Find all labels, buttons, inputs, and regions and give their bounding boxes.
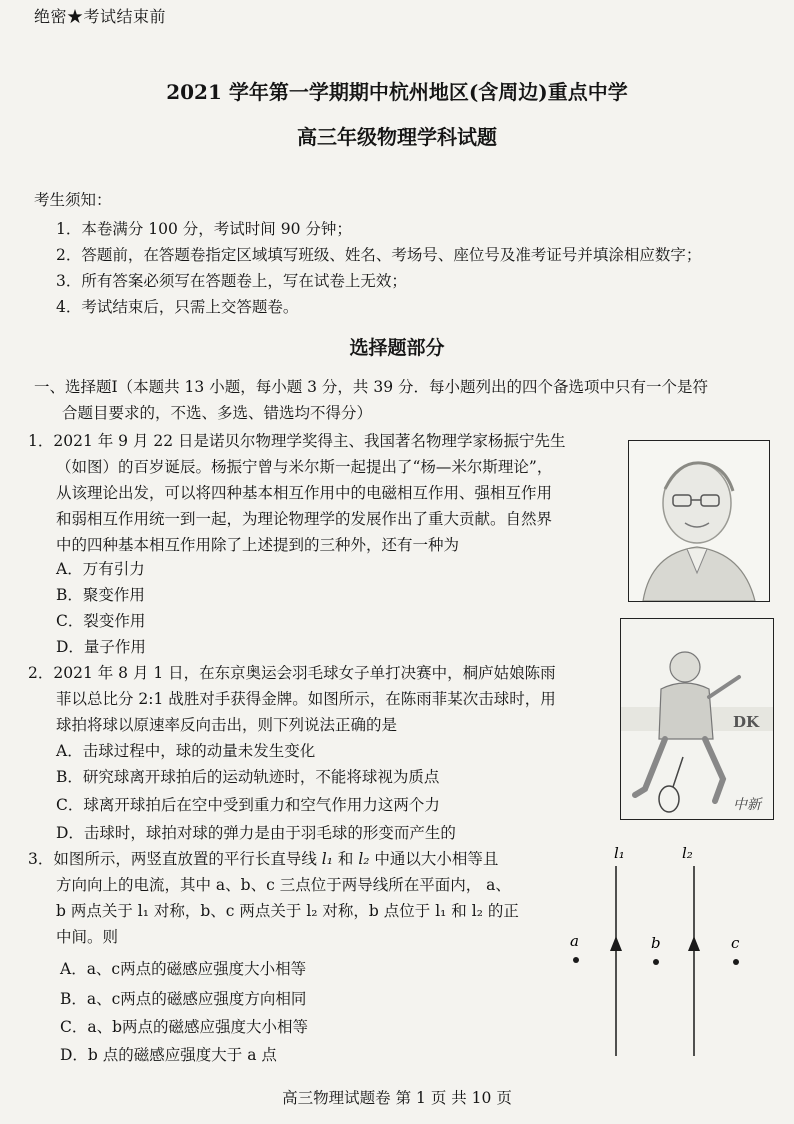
q3-stem: [28, 847, 498, 869]
wire-l1-label: l₁: [321, 850, 333, 868]
notice-item: 2．答题前，在答题卷指定区域填写班级、姓名、考场号、座位号及准考证号并填涂相应数字；: [56, 246, 702, 264]
part-instructions: 一、选择题Ⅰ（本题共 13 小题，每小题 3 分，共 39 分．每小题列出的四个备选项中只有一个是符: [34, 378, 708, 396]
current-arrow-up-icon: [610, 936, 622, 951]
figure-wire-l2-label: l₂: [682, 844, 693, 862]
q1-stem: 1．2021 年 9 月 22 日是诺贝尔物理学奖得主、我国著名物理学家杨振宁先生: [28, 432, 566, 450]
q2-option-c: C．球离开球拍后在空中受到重力和空气作用力这两个力: [56, 796, 440, 814]
q1-stem: （如图）的百岁诞辰。杨振宁曾与米尔斯一起提出了“杨—米尔斯理论”，: [56, 458, 553, 476]
point-b-label: b: [651, 934, 661, 952]
point-b: [653, 959, 659, 965]
figure-wire-l1-label: l₁: [614, 844, 625, 862]
q1-option-b: B．聚变作用: [56, 586, 145, 604]
current-arrow-up-icon: [688, 936, 700, 951]
q1-option-a: A．万有引力: [56, 560, 145, 578]
q1-stem: 中的四种基本相互作用除了上述提到的三种外，还有一种为: [56, 536, 460, 554]
q2-option-a: A．击球过程中，球的动量未发生变化: [56, 742, 316, 760]
svg-text:DK: DK: [733, 713, 760, 731]
q3-stem-part: 中通以大小相等且: [369, 850, 499, 868]
q1-stem: 从该理论出发，可以将四种基本相互作用中的电磁相互作用、强相互作用: [56, 484, 553, 502]
q3-stem: 方向向上的电流，其中 a、b、c 三点位于两导线所在平面内， a、: [56, 876, 511, 894]
q2-stem: 球拍将球以原速率反向击出，则下列说法正确的是: [56, 716, 398, 734]
q3-stem: 中间。则: [56, 928, 119, 946]
exam-subtitle: 高三年级物理学科试题: [297, 125, 497, 149]
portrait-photo: [628, 440, 770, 602]
q1-option-d: D．量子作用: [56, 638, 146, 656]
point-a: [573, 957, 579, 963]
notice-item: 3．所有答案必须写在答题卷上，写在试卷上无效；: [56, 272, 407, 290]
q2-option-d: D．击球时，球拍对球的弹力是由于羽毛球的形变而产生的: [56, 824, 456, 842]
q3-stem-part: 和: [332, 850, 359, 868]
portrait-illustration: [629, 441, 769, 601]
point-a-label: a: [570, 932, 579, 950]
point-c-label: c: [731, 934, 740, 952]
q3-stem: b 两点关于 l₁ 对称，b、c 两点关于 l₂ 对称，b 点位于 l₁ 和 l₂ 的正: [56, 902, 519, 920]
q3-option-a: A．a、c两点的磁感应强度大小相等: [60, 960, 307, 978]
q2-stem: 菲以总比分 2:1 战胜对手获得金牌。如图所示，在陈雨菲某次击球时，用: [56, 690, 556, 708]
q3-option-b: B．a、c两点的磁感应强度方向相同: [60, 990, 307, 1008]
q1-stem: 和弱相互作用统一到一起，为理论物理学的发展作出了重大贡献。自然界: [56, 510, 553, 528]
photo-caption: 中新: [733, 797, 761, 813]
point-c: [733, 959, 739, 965]
page-footer: 高三物理试题卷 第 1 页 共 10 页: [282, 1089, 512, 1107]
q2-option-b: B．研究球离开球拍后的运动轨迹时，不能将球视为质点: [56, 768, 440, 786]
wires-figure: [560, 836, 760, 1062]
q3-option-d: D．b 点的磁感应强度大于 a 点: [60, 1046, 277, 1064]
exam-title: 2021 学年第一学期期中杭州地区(含周边)重点中学: [166, 80, 628, 104]
notice-item: 1．本卷满分 100 分，考试时间 90 分钟；: [56, 220, 352, 238]
notice-item: 4．考试结束后，只需上交答题卷。: [56, 298, 299, 316]
q3-option-c: C．a、b两点的磁感应强度大小相等: [60, 1018, 309, 1036]
section-title: 选择题部分: [349, 337, 445, 359]
q1-option-c: C．裂变作用: [56, 612, 146, 630]
confidential-mark: 绝密★考试结束前: [34, 7, 167, 26]
badminton-illustration: [621, 619, 773, 819]
q2-stem: 2．2021 年 8 月 1 日，在东京奥运会羽毛球女子单打决赛中，桐庐姑娘陈雨: [28, 664, 556, 682]
part-instructions-cont: 合题目要求的，不选、多选、错选均不得分）: [62, 404, 373, 422]
q3-stem-part: 3．如图所示，两竖直放置的平行长直导线: [28, 850, 322, 868]
badminton-photo: [620, 618, 774, 820]
notice-heading: 考生须知：: [34, 191, 112, 209]
wire-l2-label: l₂: [358, 850, 370, 868]
